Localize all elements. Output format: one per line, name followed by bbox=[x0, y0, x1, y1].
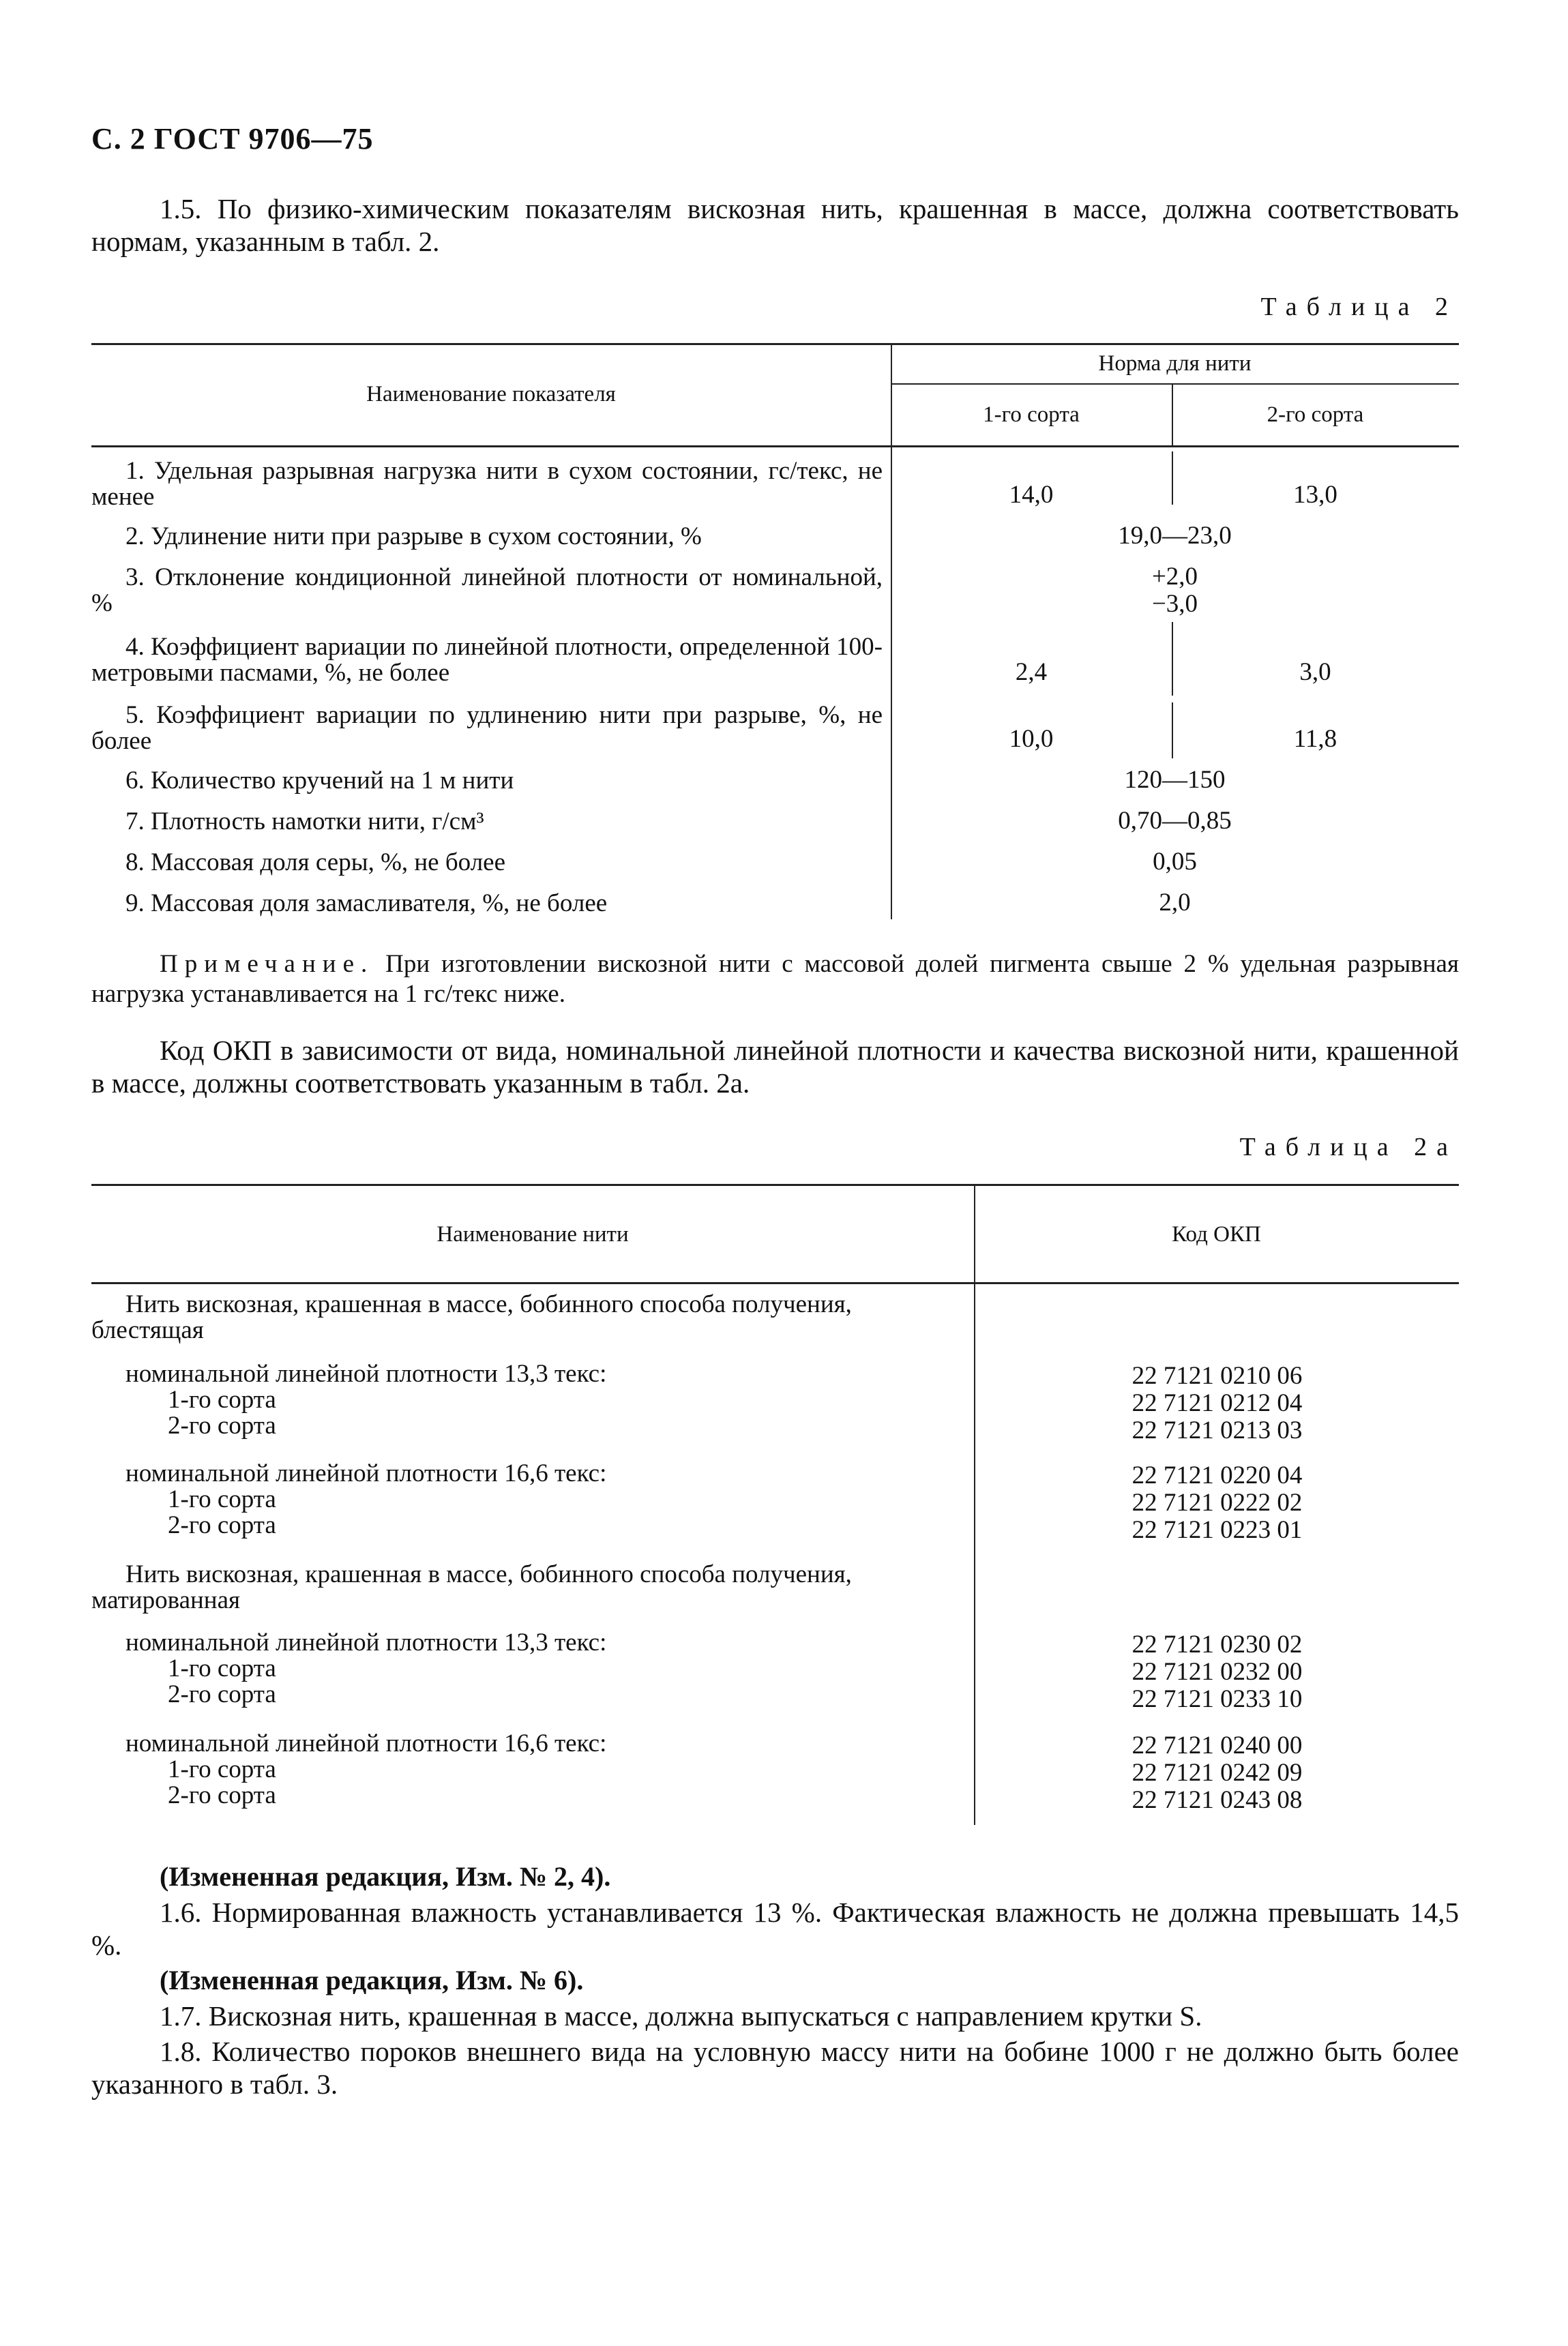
table2-row-name: 1. Удельная разрывная нагрузка нити в сухом состоянии, гс/текс, не менее bbox=[91, 457, 883, 511]
table2-row-name: 3. Отклонение кондиционной линейной плотности от номинальной, % bbox=[91, 563, 883, 617]
paragraph-okp: Код ОКП в зависимости от вида, номинальной линейной плотности и качества вискозной нити, крашенной в массе, должны соответствовать указанным в табл. 2а. bbox=[91, 1035, 1459, 1099]
table2-row-name: 9. Массовая доля замасливателя, %, не более bbox=[125, 889, 608, 917]
changed-edition-note: (Измененная редакция, Изм. № 2, 4). bbox=[160, 1861, 611, 1892]
table2-value: 19,0—23,0 bbox=[1118, 522, 1232, 550]
table2a-grade: 2-го сорта bbox=[168, 1412, 276, 1440]
table2a-density: номинальной линейной плотности 16,6 текс: bbox=[125, 1459, 607, 1487]
okp-code: 22 7121 0242 09 bbox=[1131, 1759, 1303, 1787]
okp-code: 22 7121 0240 00 bbox=[1131, 1732, 1303, 1760]
table2a-grade: 1-го сорта bbox=[168, 1654, 276, 1682]
table2-value: 11,8 bbox=[1293, 725, 1337, 753]
table2-value: 3,0 bbox=[1299, 658, 1331, 686]
table2-note bbox=[91, 949, 1459, 1009]
paragraph-1-6: 1.6. Нормированная влажность устанавливается 13 %. Фактическая влажность не должна превышать 14,5 %. bbox=[91, 1897, 1459, 1961]
table2a-grade: 1-го сорта bbox=[168, 1755, 276, 1783]
table2-value: 2,4 bbox=[1015, 658, 1048, 686]
table2-row-name: 6. Количество кручений на 1 м нити bbox=[125, 767, 514, 795]
table2-header-rule bbox=[91, 445, 1459, 447]
table2-top-rule bbox=[91, 343, 1459, 345]
okp-code: 22 7121 0213 03 bbox=[1131, 1416, 1303, 1444]
table2a-group-title: Нить вискозная, крашенная в массе, бобинного способа получения, блестящая bbox=[91, 1290, 852, 1344]
table2a-density: номинальной линейной плотности 13,3 текс: bbox=[125, 1360, 607, 1388]
paragraph-1-7: 1.7. Вискозная нить, крашенная в массе, должна выпускаться с направлением крутки S. bbox=[160, 2000, 1202, 2032]
note-text: При изготовлении вискозной нити с массовой долей пигмента свыше 2 % удельная разрывная нагрузка устанавливается на 1 гс/текс ниже. bbox=[91, 950, 1459, 1008]
table2a-col-name: Наименование нити bbox=[437, 1222, 629, 1247]
okp-code: 22 7121 0223 01 bbox=[1131, 1516, 1303, 1544]
okp-code: 22 7121 0232 00 bbox=[1131, 1658, 1303, 1686]
paragraph-1-5: 1.5. По физико-химическим показателям вискозная нить, крашенная в массе, должна соответствовать нормам, указанным в табл. 2. bbox=[91, 193, 1459, 257]
paragraph-1-8: 1.8. Количество пороков внешнего вида на условную массу нити на бобине 1000 г не должно быть более указанного в табл. 3. bbox=[91, 2036, 1459, 2100]
okp-code: 22 7121 0222 02 bbox=[1131, 1489, 1303, 1517]
okp-code: 22 7121 0212 04 bbox=[1131, 1389, 1303, 1417]
table2-col-norm: Норма для нити bbox=[1098, 351, 1252, 376]
table2-value: −3,0 bbox=[1151, 590, 1198, 618]
table2-caption: Таблица 2 bbox=[1260, 293, 1458, 321]
okp-code: 22 7121 0233 10 bbox=[1131, 1685, 1303, 1713]
table2a-caption: Таблица 2а bbox=[1239, 1133, 1458, 1161]
table2-row-name: 2. Удлинение нити при разрыве в сухом состоянии, % bbox=[125, 522, 702, 550]
table2-row-name: 4. Коэффициент вариации по линейной плотности, определенной 100-метровыми пасмами, %, не более bbox=[91, 633, 883, 687]
table2a-grade: 1-го сорта bbox=[168, 1386, 276, 1414]
table2-value: 10,0 bbox=[1009, 725, 1054, 753]
note-lead: Примечание. bbox=[160, 950, 374, 978]
table2-value: 0,70—0,85 bbox=[1118, 807, 1232, 835]
table2a-grade: 2-го сорта bbox=[168, 1781, 276, 1809]
table2a-top-rule bbox=[91, 1184, 1459, 1186]
table2-value: 120—150 bbox=[1124, 766, 1226, 794]
table2-row-name: 5. Коэффициент вариации по удлинению нити при разрыве, %, не более bbox=[91, 701, 883, 755]
table2a-group-title: Нить вискозная, крашенная в массе, бобинного способа получения, матированная bbox=[91, 1560, 852, 1614]
table2-col-grade1: 1-го сорта bbox=[983, 402, 1080, 427]
table2-value: 2,0 bbox=[1159, 889, 1191, 917]
okp-code: 22 7121 0243 08 bbox=[1131, 1786, 1303, 1814]
table2a-grade: 2-го сорта bbox=[168, 1511, 276, 1539]
table2-col-grade2: 2-го сорта bbox=[1267, 402, 1364, 427]
table2-value: 13,0 bbox=[1293, 481, 1337, 509]
okp-code: 22 7121 0230 02 bbox=[1131, 1631, 1303, 1659]
changed-edition-note: (Измененная редакция, Изм. № 6). bbox=[160, 1965, 584, 1995]
page-header: С. 2 ГОСТ 9706—75 bbox=[91, 122, 374, 155]
table2-row-name: 7. Плотность намотки нити, г/см³ bbox=[125, 807, 484, 835]
okp-code: 22 7121 0210 06 bbox=[1131, 1362, 1303, 1390]
table2-value: 14,0 bbox=[1009, 481, 1054, 509]
table2-col-name: Наименование показателя bbox=[366, 382, 616, 406]
table2a-grade: 1-го сорта bbox=[168, 1485, 276, 1513]
table2a-header-rule bbox=[91, 1282, 1459, 1284]
table2a-density: номинальной линейной плотности 13,3 текс: bbox=[125, 1629, 607, 1657]
okp-code: 22 7121 0220 04 bbox=[1131, 1461, 1303, 1489]
table2-value: +2,0 bbox=[1151, 563, 1198, 591]
table2a-grade: 2-го сорта bbox=[168, 1680, 276, 1708]
table2a-col-code: Код ОКП bbox=[1172, 1222, 1261, 1247]
table2a-density: номинальной линейной плотности 16,6 текс: bbox=[125, 1729, 607, 1757]
table2-norm-rule bbox=[891, 383, 1459, 385]
table2-row-name: 8. Массовая доля серы, %, не более bbox=[125, 848, 506, 876]
table2-value: 0,05 bbox=[1153, 848, 1197, 876]
